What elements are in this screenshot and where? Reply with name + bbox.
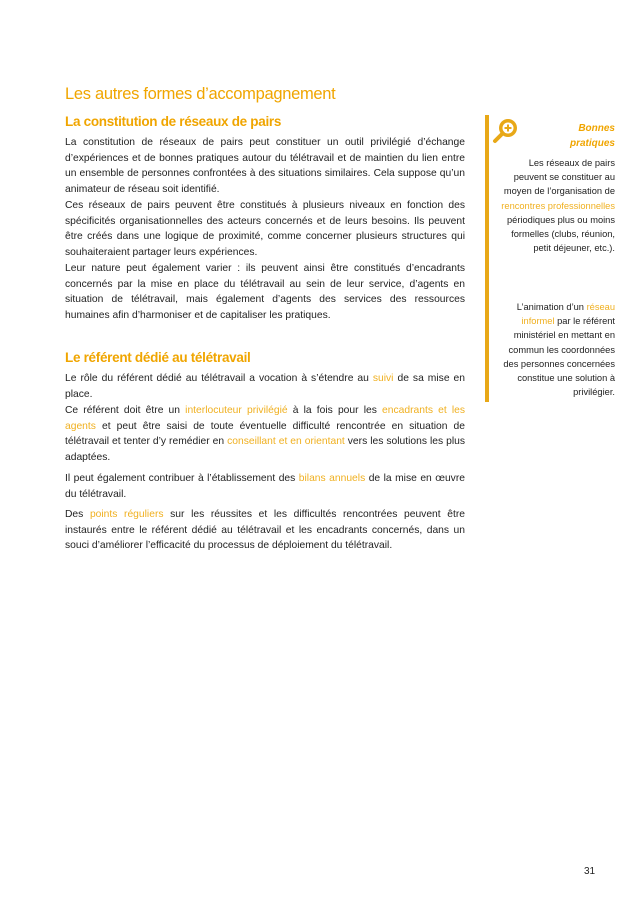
paragraph: Ces réseaux de pairs peuvent être constitués à plusieurs niveaux en fonction des spécificités organisationnelles des acteurs concernés et de leurs besoins. Ils peuvent être créés dans une logique de proximité, comme concerner plusieurs structures qui souhaiteraient partager leurs expériences. bbox=[65, 200, 465, 258]
paragraph: Leur nature peut également varier : ils peuvent ainsi être constitués d’encadrants concernés par la mise en place du télétravail au sein de leur service, d’agents en situation de télétravail, mais également d’agents des services des ressources humaines afin d’harmoniser et de capitaliser les pratiques. bbox=[65, 263, 465, 321]
sidebar-title-line: pratiques bbox=[569, 138, 615, 149]
highlight: bilans annuels bbox=[298, 473, 366, 484]
highlight: conseillant et en orientant bbox=[227, 436, 345, 448]
highlight: rencontres professionnelles bbox=[501, 200, 615, 211]
sidebar-tip bbox=[497, 300, 615, 399]
text: Ce référent doit être un bbox=[65, 405, 186, 416]
highlight: suivi bbox=[372, 373, 394, 384]
highlight: interlocuteur privilégié bbox=[185, 405, 288, 416]
highlight: encadrants et les agents bbox=[65, 405, 465, 432]
text: et peut être saisi de toute éventuelle difficulté rencontrée en situation de télétravail et tenter d’y remédier en bbox=[65, 420, 465, 448]
text: de sa mise en place. bbox=[65, 373, 465, 400]
sidebar-accent-bar bbox=[485, 115, 489, 402]
highlight: points réguliers bbox=[89, 509, 164, 520]
paragraph: La constitution de réseaux de pairs peut constituer un outil privilégié d’échange d’expériences et de bonnes pratiques autour du télétravail et de maintien du lien entre un ensemble de personnes confrontées à des situations similaires. Cela suppose qu’un animateur de réseau soit identifié. bbox=[65, 137, 465, 195]
text: Il peut également contribuer à l’établissement des bbox=[65, 473, 299, 484]
text: à la fois pour les bbox=[287, 405, 383, 416]
text: par le référent ministériel en mettant en commun les coordonnées des personnes concernées constitue une solution à privilégier. bbox=[503, 316, 615, 398]
text: sur les réussites et les difficultés rencontrées peuvent être instaurés entre le référent dédié au télétravail et les encadrants concernés, dans un souci d’améliorer l’efficacité du processus de déploiement du télétravail. bbox=[65, 509, 465, 552]
sidebar-title-line: Bonnes bbox=[578, 123, 615, 134]
paragraph bbox=[65, 471, 465, 502]
text: Le rôle du référent dédié au télétravail a vocation à s’étendre au bbox=[65, 373, 373, 384]
text: L’animation d’un bbox=[516, 302, 587, 312]
section-heading-referent: Le référent dédié au télétravail bbox=[65, 350, 251, 365]
sidebar-tip bbox=[497, 156, 615, 255]
text: Des bbox=[65, 509, 90, 520]
section-heading-peer-networks: La constitution de réseaux de pairs bbox=[65, 114, 282, 129]
sidebar-title bbox=[497, 121, 615, 151]
paragraph bbox=[65, 371, 465, 402]
text: Les réseaux de pairs peuvent se constituer au moyen de l’organisation de bbox=[503, 158, 615, 197]
paragraph bbox=[65, 403, 465, 465]
text: de la mise en œuvre du télétravail. bbox=[65, 473, 465, 500]
paragraph bbox=[65, 507, 465, 554]
text: périodiques plus ou moins formelles (clubs, réunion, petit déjeuner, etc.). bbox=[506, 214, 615, 254]
page-title: Les autres formes d’accompagnement bbox=[65, 85, 336, 103]
page-number: 31 bbox=[584, 866, 596, 877]
highlight: réseau informel bbox=[521, 302, 615, 327]
text: vers les solutions les plus adaptées. bbox=[65, 436, 465, 463]
